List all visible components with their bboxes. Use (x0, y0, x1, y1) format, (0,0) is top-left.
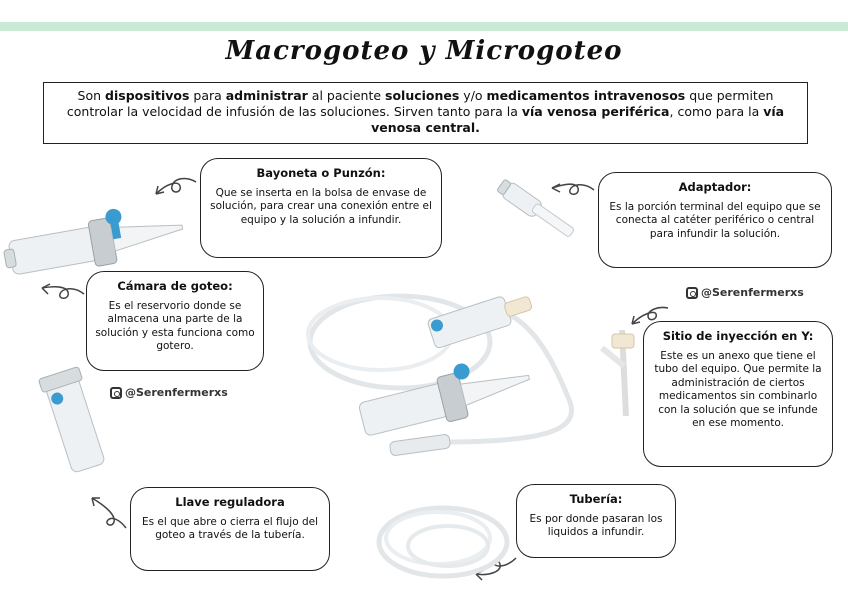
handle-left-text: @Serenfermerxs (125, 386, 228, 399)
card-sitio-text: Este es un anexo que tiene el tubo del equipo. Que permite la administración de ciertos medicamentos sin combinarlo con la solución que se infunde en ese momento. (654, 349, 822, 429)
intro-bold-3: soluciones (385, 88, 460, 103)
drip-chamber-illustration (2, 205, 192, 285)
curly-arrow-icon (626, 304, 670, 328)
card-sitio (643, 321, 833, 467)
intro-text-1: Son (77, 88, 106, 103)
intro-text-3: al paciente (307, 88, 386, 103)
card-bayoneta-text: Que se inserta en la bolsa de envase de solución, para crear una conexión entre el equipo y la solución a infundir. (210, 186, 432, 226)
card-adaptador-heading: Adaptador: (678, 180, 752, 194)
intro-bold-1: dispositivos (105, 88, 190, 103)
card-tuberia (516, 484, 676, 558)
instagram-handle-right (686, 286, 804, 299)
card-tuberia-heading: Tubería: (569, 492, 623, 506)
top-stripe (0, 22, 848, 31)
adaptador-illustration (490, 176, 590, 256)
instagram-handle-left (110, 386, 228, 399)
curly-arrow-icon (86, 494, 130, 530)
card-camara-heading: Cámara de goteo: (117, 279, 233, 293)
intro-text-5: que permiten controlar la velocidad de infusión de las soluciones. Sirven tanto para la (66, 88, 774, 119)
intro-text-2: para (189, 88, 226, 103)
card-bayoneta (200, 158, 442, 258)
card-tuberia-text: Es por donde pasaran los liquidos a infundir. (529, 512, 663, 538)
infusion-set-illustration (300, 282, 590, 462)
card-llave (130, 487, 330, 571)
y-site-illustration (592, 326, 642, 416)
intro-bold-6: vía venosa central. (371, 104, 785, 135)
intro-bold-2: administrar (225, 88, 308, 103)
intro-text-4: y/o (459, 88, 487, 103)
card-adaptador-text: Es la porción terminal del equipo que se conecta al catéter periférico o central para infundir la solución. (609, 200, 821, 240)
intro-bold-5: vía venosa periférica (521, 104, 670, 119)
card-adaptador (598, 172, 832, 268)
card-camara-text: Es el reservorio donde se almacena una parte de la solución y esta funciona como gotero. (95, 299, 255, 352)
page-title: Macrogoteo y Microgoteo (225, 36, 623, 66)
card-camara (86, 271, 264, 371)
tubing-illustration (368, 480, 518, 580)
intro-text-6: , como para la (669, 104, 764, 119)
curly-arrow-icon (150, 172, 198, 202)
handle-right-text: @Serenfermerxs (701, 286, 804, 299)
card-bayoneta-heading: Bayoneta o Punzón: (256, 166, 386, 180)
intro-bold-4: medicamentos intravenosos (486, 88, 686, 103)
card-sitio-heading: Sitio de inyección en Y: (662, 329, 814, 343)
card-llave-text: Es el que abre o cierra el flujo del goteo a través de la tubería. (141, 515, 319, 541)
llave-illustration (26, 364, 126, 484)
intro-box (43, 82, 808, 144)
instagram-icon (686, 287, 698, 299)
top-banner (0, 0, 848, 32)
card-llave-heading: Llave reguladora (175, 495, 285, 509)
